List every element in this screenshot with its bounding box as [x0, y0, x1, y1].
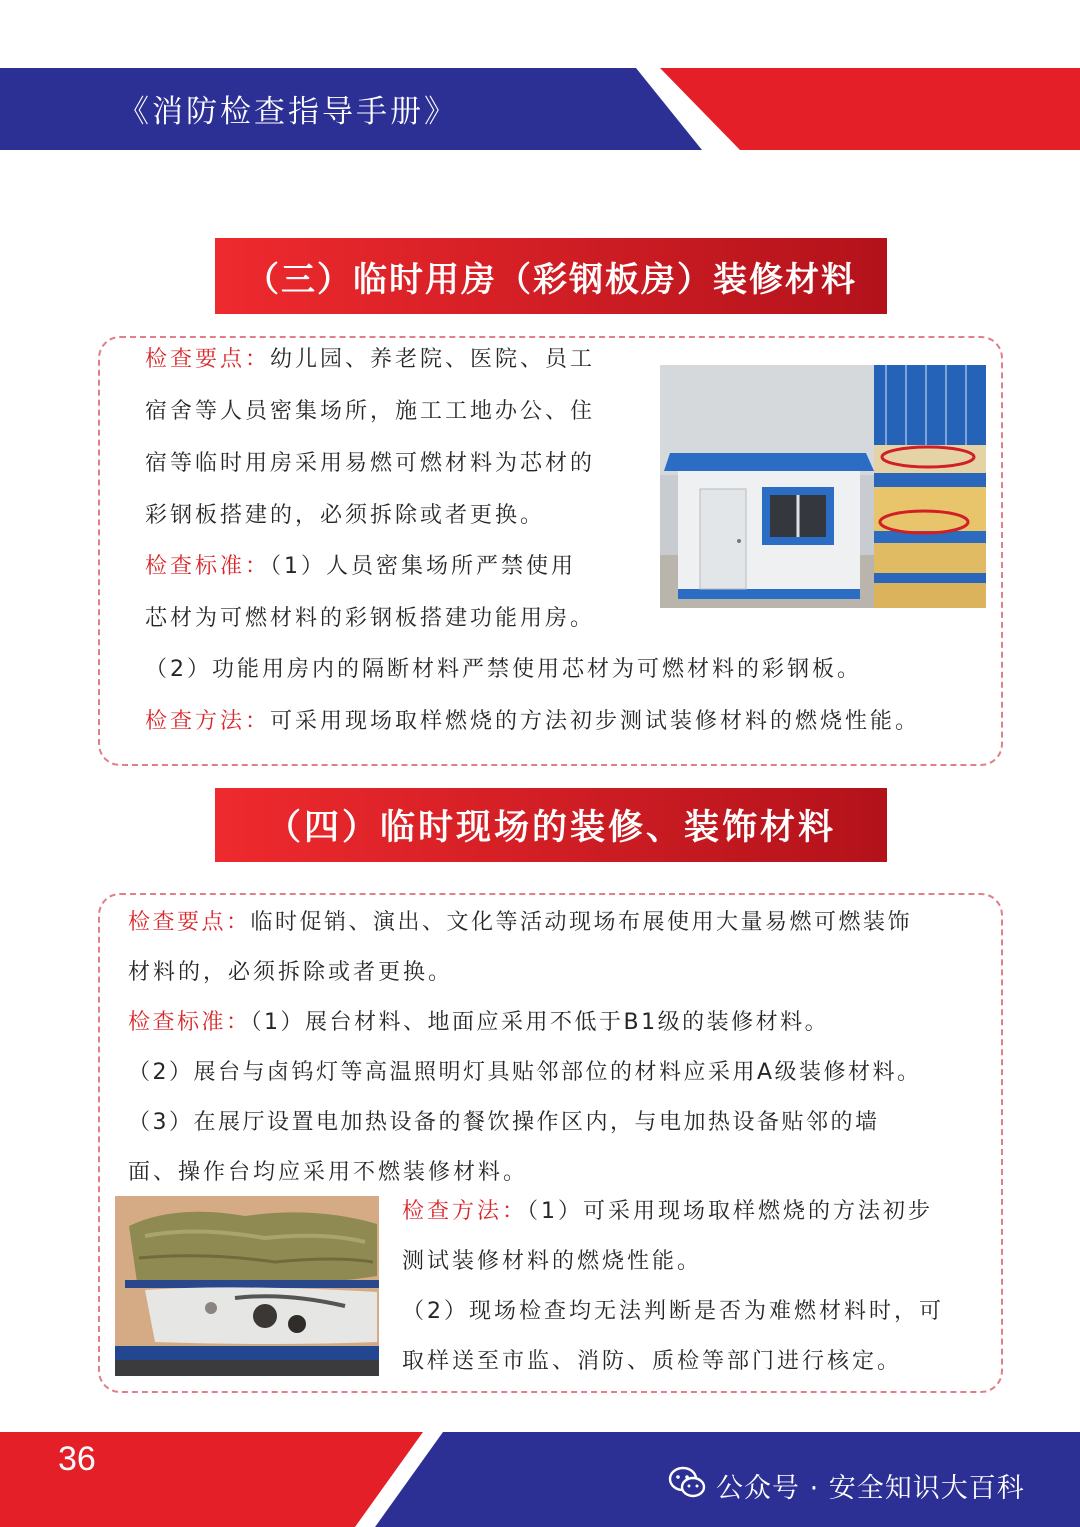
line-text: （1）展台材料、地面应采用不低于B1级的装修材料。: [250, 1010, 830, 1035]
section-4-line-7: [402, 1196, 933, 1228]
line-text: （2）展台与卤钨灯等高温照明灯具贴邻部位的材料应采用A级装修材料。: [128, 1060, 922, 1085]
check-standard-label: 检查标准：: [145, 554, 271, 579]
line-text: （1）可采用现场取样燃烧的方法初步: [527, 1199, 934, 1224]
line-text: 测试装修材料的燃烧性能。: [402, 1249, 703, 1274]
section-3-line-7: [145, 654, 862, 686]
line-text: 取样送至市监、消防、质检等部门进行核定。: [402, 1349, 903, 1374]
header-band: [0, 0, 1080, 160]
line-text: 材料的，必须拆除或者更换。: [128, 960, 454, 985]
line-text: 临时促销、演出、文化等活动现场布展使用大量易燃可燃装饰: [250, 910, 913, 935]
prefab-cabin-photo: [660, 365, 986, 608]
burnt-panel-sample-photo: [115, 1196, 379, 1376]
section-4-line-8: [402, 1246, 702, 1278]
line-text: （1）人员密集场所严禁使用: [270, 554, 577, 579]
footer-band: [0, 1400, 1080, 1527]
section-4-line-10: [402, 1346, 902, 1378]
line-text: 面、操作台均应采用不燃装修材料。: [128, 1160, 529, 1185]
section-4-line-1: [128, 907, 912, 939]
section-4-line-3: [128, 1007, 829, 1039]
check-standard-label: 检查标准：: [128, 1010, 251, 1035]
check-points-label: 检查要点：: [145, 347, 271, 372]
check-points-label: 检查要点：: [128, 910, 251, 935]
section-4-line-2: [128, 957, 453, 989]
section-4-line-9: [402, 1296, 944, 1328]
section-3-line-2: [145, 396, 595, 428]
line-text: （2）现场检查均无法判断是否为难燃材料时，可: [402, 1299, 944, 1324]
section-3-line-1: [145, 344, 595, 376]
section-3-line-3: [145, 448, 595, 480]
line-text: 彩钢板搭建的，必须拆除或者更换。: [145, 503, 546, 528]
line-text: 宿舍等人员密集场所，施工工地办公、住: [145, 399, 596, 424]
line-text: 幼儿园、养老院、医院、员工: [270, 347, 596, 372]
section-3-line-8: [145, 706, 920, 738]
wechat-icon: [668, 1466, 706, 1500]
section-3-title: （三）临时用房（彩钢板房）装修材料: [215, 238, 887, 314]
page-number: 36: [58, 1440, 96, 1478]
section-3-line-5: [145, 551, 576, 583]
line-text: 可采用现场取样燃烧的方法初步测试装修材料的燃烧性能。: [270, 709, 921, 734]
section-4-line-6: [128, 1157, 528, 1189]
line-text: 芯材为可燃材料的彩钢板搭建功能用房。: [145, 606, 596, 631]
section-4-line-5: [128, 1107, 880, 1139]
line-text: （2）功能用房内的隔断材料严禁使用芯材为可燃材料的彩钢板。: [145, 657, 862, 682]
section-3-line-6: [145, 603, 595, 635]
line-text: （3）在展厅设置电加热设备的餐饮操作区内，与电加热设备贴邻的墙: [128, 1110, 880, 1135]
book-title: 《消防检查指导手册》: [118, 94, 458, 130]
check-method-label: 检查方法：: [145, 709, 271, 734]
section-4-line-4: [128, 1057, 922, 1089]
section-3-line-4: [145, 500, 545, 532]
section-4-title: （四）临时现场的装修、装饰材料: [215, 788, 887, 862]
line-text: 宿等临时用房采用易燃可燃材料为芯材的: [145, 451, 596, 476]
watermark-text: 公众号 · 安全知识大百科: [716, 1473, 1025, 1504]
check-method-label: 检查方法：: [402, 1199, 528, 1224]
